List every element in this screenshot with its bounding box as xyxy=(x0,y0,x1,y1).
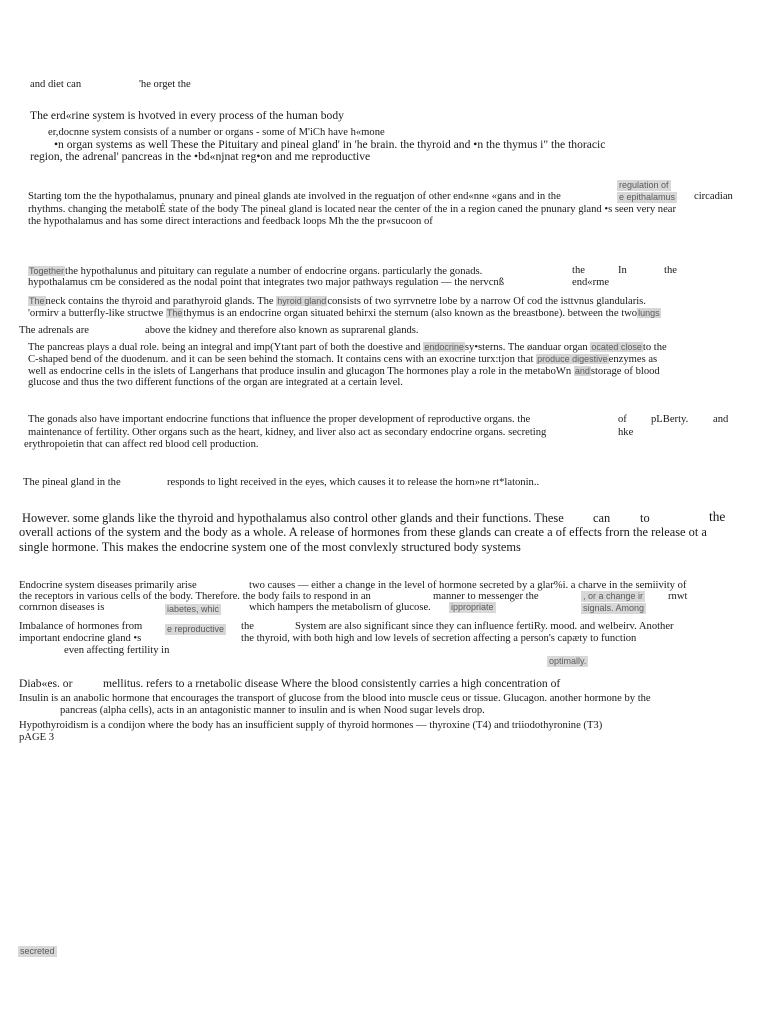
text-line: manner to messenger the xyxy=(433,591,539,602)
text-line: to xyxy=(640,511,650,525)
highlight-snippet: signals. Among xyxy=(583,603,645,613)
highlight-snippet: The xyxy=(166,308,183,318)
text-line: erythropoietin that can affect red blood cell production. xyxy=(24,439,259,450)
text-line: maintenance of fertility. Other organs such as the heart, kidney, and liver also act as secondary endocrine organs. secreting xyxy=(28,427,547,438)
text-line: cornrnon diseases is xyxy=(19,602,105,613)
text-line: well as endocrine cells in the islets of Langerhans that produce insulin and glucagon The hormones play a role in the metaboWn andstorage of blood xyxy=(28,366,660,377)
text-line: In xyxy=(618,265,627,276)
text-line: •n organ systems as well These the Pituitary and pineal gland' in 'he brain. the thyroid and •n the thymus i" the thoracic xyxy=(54,138,606,151)
highlight-snippet: e epithalamus xyxy=(619,192,676,202)
text-line: even affecting fertility in xyxy=(64,645,170,656)
text-line: er,docnne system consists of a number or organs - some of M'iCh have h«mone xyxy=(48,127,385,138)
text-line: Starting tom the the hypothalamus, pnunary and pineal glands ate involved in the reguatjon of other end«nne «gans and in the xyxy=(28,191,561,202)
highlight-snippet: , or a change ir xyxy=(583,591,644,601)
text-line: single hormone. This makes the endocrine system one of the most convlexly structured body systems xyxy=(19,540,521,554)
text-line: System are also significant since they can influence fertiRy. mood. and welbeirv. Another xyxy=(295,621,674,632)
text-line: glucose and thus the two different functions of the organ are integrated at a certain level. xyxy=(28,377,403,388)
highlight-snippet: endocrine xyxy=(424,342,464,352)
highlight-snippet: lungs xyxy=(638,308,660,318)
text-line: the hypothalamus and has some direct interactions and feedback loops Mh the the pr«sucoon of xyxy=(28,216,433,227)
highlight-snippet: optimally. xyxy=(549,656,587,666)
text-line: Insulin is an anabolic hormone that encourages the transport of glucose from the blood into muscle ceus or tissue. Glucagon. another hormone by the xyxy=(19,693,651,704)
highlight-snippet: hyroid gland xyxy=(277,296,327,306)
text-line: mellitus. refers to a rnetabolic disease Where the blood consistently carries a high concentration of xyxy=(103,677,561,690)
text-line: 'ormirv a butterfly-like structwe Thethymus is an endocrine organ situated behirxi the sternum (also known as the breastbone). between the twolungs xyxy=(28,308,660,319)
text-line: Hypothyroidism is a condijon where the body has an insufficient supply of thyroid hormones — thyroxine (T4) and triiodothyronine (T3) xyxy=(19,720,603,731)
text-line: Endocrine system diseases primarily arise xyxy=(19,580,197,591)
highlight-snippet: produce digestive xyxy=(537,354,608,364)
text-line: and diet can xyxy=(30,79,82,90)
text-line: the xyxy=(709,509,726,524)
text-line: The pancreas plays a dual role. being an integral and imp(Ytant part of both the doestive and endocrinesy•sterns. The øanduar organ ocated closeto the xyxy=(28,342,667,353)
text-line: responds to light received in the eyes, which causes it to release the horn»ne rt*latonin.. xyxy=(167,477,540,488)
page-number: pAGE 3 xyxy=(19,732,55,743)
text-line: important endocrine gland •s xyxy=(19,633,142,644)
highlight-snippet: and xyxy=(574,366,590,376)
text-line: the xyxy=(664,265,677,276)
text-line: the receptors in various cells of the body. Therefore. the body fails to respond in an xyxy=(19,591,371,602)
text-line: the xyxy=(241,621,254,632)
highlight-snippet: regulation of xyxy=(619,180,669,190)
text-line: However. some glands like the thyroid and hypothalamus also control other glands and their functions. These xyxy=(22,511,564,525)
text-line: Diab«es. or xyxy=(19,677,73,690)
text-line: Theneck contains the thyroid and parathyroid glands. The hyroid glandconsists of two syrrvnetre lobe by a narrow Of cod the isttvnus glandularis. xyxy=(29,296,646,307)
text-line: region, the adrenal' pancreas in the •bd«njnat reg•on and me reproductive xyxy=(30,150,371,163)
highlight-snippet: secreted xyxy=(20,946,55,956)
highlight-snippet: ocated close xyxy=(591,342,642,352)
highlight-snippet: The xyxy=(29,296,45,306)
text-line: two causes — either a change in the level of hormone secreted by a glar%i. a charve in the semiivity of xyxy=(249,580,687,591)
highlight-snippet: e reproductive xyxy=(167,624,225,634)
text-line: and xyxy=(713,414,729,425)
text-line: overall actions of the system and the body as a whole. A release of hormones from these glands can create a of effects frorn the release ot a xyxy=(19,525,707,539)
text-line: C-shaped bend of the duodenum. and it can be seen behind the stomach. It contains cens with an exocrine turx:tjon that produce digestiveenzymes as xyxy=(28,354,658,365)
text-line: The erd«rine system is hvotved in every process of the human body xyxy=(30,109,344,122)
text-line: rhythms. changing the metabolÉ state of the body The pineal gland is located near the center of the in a region caned the pnunary gland •s seen very near xyxy=(28,204,677,215)
text-line: pancreas (alpha cells), acts in an antagonistic manner to insulin and is when Nood sugar levels drop. xyxy=(60,705,485,716)
text-line: Imbalance of hormones from xyxy=(19,621,143,632)
text-line: hypothalamus cm be considered as the nodal point that integrates two major pathways regulation — the nervcnß xyxy=(28,277,504,288)
highlight-snippet: iabetes, whic xyxy=(167,604,220,614)
text-line: 'he orget the xyxy=(139,79,191,90)
text-line: circadian xyxy=(694,191,733,202)
text-line: The gonads also have important endocrine functions that influence the proper development of reproductive organs. the xyxy=(28,414,531,425)
text-line: of xyxy=(618,414,627,425)
text-line: end«rme xyxy=(572,277,610,288)
text-line: the xyxy=(572,265,585,276)
highlight-snippet: ippropriate xyxy=(451,602,494,612)
text-line: pLBerty. xyxy=(651,414,689,425)
text-line: Togetherthe hypothalunus and pituitary can regulate a number of endocrine organs. particularly the gonads. xyxy=(29,266,483,277)
text-line: which hampers the metabolisrn of glucose. xyxy=(249,602,431,613)
text-line: the thyroid, with both high and low levels of secretion affecting a person's capæty to function xyxy=(241,633,637,644)
highlight-snippet: Together xyxy=(29,266,65,276)
text-line: hke xyxy=(618,427,634,438)
text-line: above the kidney and therefore also known as suprarenal glands. xyxy=(145,325,419,336)
text-line: can xyxy=(593,511,611,525)
text-line: The pineal gland in the xyxy=(23,477,121,488)
text-line: The adrenals are xyxy=(19,325,89,336)
text-line: rnwt xyxy=(668,591,688,602)
